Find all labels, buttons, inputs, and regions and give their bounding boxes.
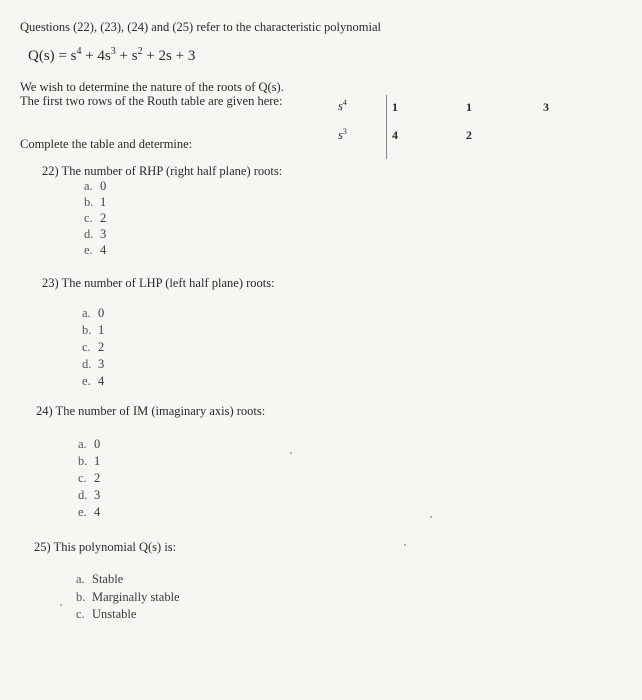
polynomial-equation: $Q(s) = s^4 + 4s^3 + s^2 + 2s + 3$: [28, 46, 196, 64]
option-22-a[interactable]: a. 0: [84, 179, 107, 193]
question-22: 22) The number of RHP (right half plane) roots:: [42, 164, 283, 178]
routh-row-label: $s^3$: [338, 127, 347, 143]
question-23: 23) The number of LHP (left half plane) roots:: [42, 276, 275, 290]
speck: [430, 516, 432, 518]
question-25: 25) This polynomial Q(s) is:: [34, 540, 177, 554]
option-22-b[interactable]: b. 1: [84, 195, 107, 209]
routh-cell: 4: [392, 128, 398, 142]
option-23-b[interactable]: b. 1: [82, 323, 105, 337]
option-22-c[interactable]: c. 2: [84, 211, 107, 225]
option-22-d[interactable]: d. 3: [84, 227, 107, 241]
intro-text: Questions (22), (23), (24) and (25) refer to the characteristic polynomial: [20, 20, 381, 34]
routh-cell: 1: [466, 100, 472, 114]
option-23-e[interactable]: e. 4: [82, 374, 105, 388]
option-24-e[interactable]: e. 4: [78, 505, 101, 519]
option-25-c[interactable]: c. Unstable: [76, 607, 137, 621]
speck: [404, 544, 406, 546]
option-23-a[interactable]: a. 0: [82, 306, 105, 320]
option-22-e[interactable]: e. 4: [84, 243, 107, 257]
routh-cell: 1: [392, 100, 398, 114]
option-24-d[interactable]: d. 3: [78, 488, 101, 502]
question-24: 24) The number of IM (imaginary axis) roots:: [36, 404, 266, 418]
routh-row-label: $s^4$: [338, 98, 347, 114]
option-23-d[interactable]: d. 3: [82, 357, 105, 371]
option-24-b[interactable]: b. 1: [78, 454, 101, 468]
context-line-2: The first two rows of the Routh table are given here:: [20, 94, 283, 108]
speck: [60, 604, 62, 606]
option-23-c[interactable]: c. 2: [82, 340, 105, 354]
routh-divider: [386, 95, 387, 159]
complete-prompt: Complete the table and determine:: [20, 137, 193, 151]
option-24-a[interactable]: a. 0: [78, 437, 101, 451]
context-line-1: We wish to determine the nature of the roots of Q(s).: [20, 80, 284, 94]
option-25-a[interactable]: a. Stable: [76, 572, 124, 586]
speck: [290, 452, 292, 454]
option-24-c[interactable]: c. 2: [78, 471, 101, 485]
routh-cell: 3: [543, 100, 549, 114]
routh-cell: 2: [466, 128, 472, 142]
option-25-b[interactable]: b. Marginally stable: [76, 590, 180, 604]
